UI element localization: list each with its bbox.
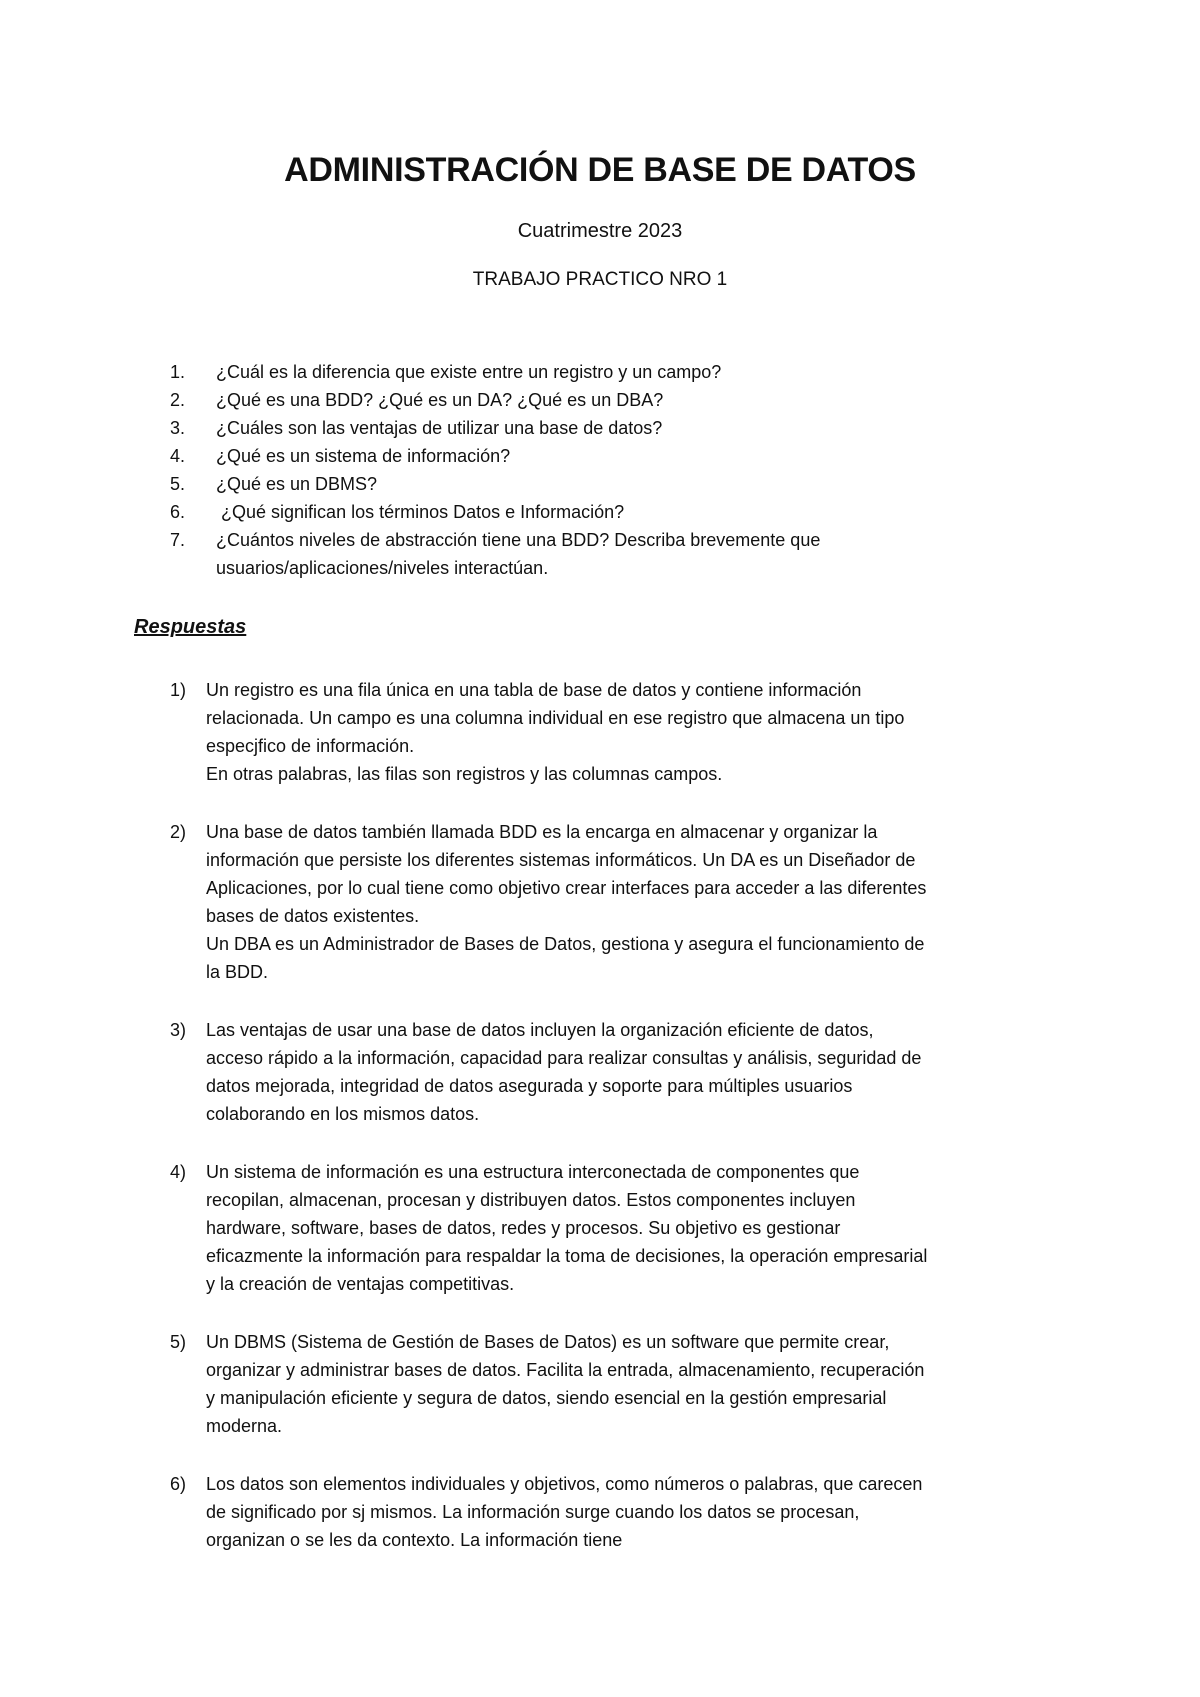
answer-item [170,1328,930,1440]
answer-number: 1) [170,680,187,700]
question-item [170,442,930,470]
question-number: 7. [170,530,186,550]
question-item [170,386,930,414]
answer-paragraph: Los datos son elementos individuales y objetivos, como números o palabras, que carecen de significado por sj mismos. La información surge cuando los datos se procesan, organizan o se les da contexto. La información tiene [206,1474,923,1550]
question-number: 6. [170,502,186,522]
question-item [170,470,930,498]
question-item [170,526,930,582]
question-item [170,414,930,442]
answer-paragraph: Un sistema de información es una estructura interconectada de componentes que recopilan, almacenan, procesan y distribuyen datos. Estos componentes incluyen hardware, software, bases de datos, redes y procesos. Su objetivo es gestionar eficazmente la información para respaldar la toma de decisiones, la operación empresarial y la creación de ventajas competitivas. [206,1162,928,1294]
question-text: ¿Qué significan los términos Datos e Información? [216,502,625,522]
question-number: 2. [170,390,186,410]
assignment-label: TRABAJO PRACTICO NRO 1 [472,269,728,290]
question-number: 4. [170,446,186,466]
answers-heading: Respuestas [134,616,247,638]
question-number: 3. [170,418,186,438]
answer-paragraph: Un DBA es un Administrador de Bases de Datos, gestiona y asegura el funcionamiento de la BDD. [206,934,925,982]
answer-number: 6) [170,1474,187,1494]
document-title: ADMINISTRACIÓN DE BASE DE DATOS [284,151,916,189]
question-number: 5. [170,474,186,494]
question-text: ¿Qué es una BDD? ¿Qué es un DA? ¿Qué es un DBA? [216,390,664,410]
answer-item [170,1470,930,1554]
question-number: 1. [170,362,186,382]
answer-item [170,818,930,986]
answer-item [170,1158,930,1298]
question-text: ¿Qué es un sistema de información? [216,446,511,466]
question-text: ¿Cuáles son las ventajas de utilizar una base de datos? [216,418,663,438]
answers-list [170,676,930,1584]
answer-paragraph: En otras palabras, las filas son registros y las columnas campos. [206,764,723,784]
question-text: ¿Cuál es la diferencia que existe entre un registro y un campo? [216,362,722,382]
question-item [170,498,930,526]
answer-number: 4) [170,1162,187,1182]
answer-number: 3) [170,1020,187,1040]
answer-number: 5) [170,1332,187,1352]
answer-paragraph: Un DBMS (Sistema de Gestión de Bases de Datos) es un software que permite crear, organizar y administrar bases de datos. Facilita la entrada, almacenamiento, recuperación y manipulación eficiente y segura de datos, siendo esencial en la gestión empresarial moderna. [206,1332,925,1436]
question-text: ¿Cuántos niveles de abstracción tiene una BDD? Describa brevemente que usuarios/aplicaciones/niveles interactúan. [216,530,821,578]
answer-number: 2) [170,822,187,842]
answer-paragraph: Las ventajas de usar una base de datos incluyen la organización eficiente de datos, acceso rápido a la información, capacidad para realizar consultas y análisis, seguridad de datos mejorada, integridad de datos asegurada y soporte para múltiples usuarios colaborando en los mismos datos. [206,1020,922,1124]
questions-list [170,358,930,582]
document-subtitle: Cuatrimestre 2023 [517,220,683,242]
question-item [170,358,930,386]
answer-paragraph: Una base de datos también llamada BDD es la encarga en almacenar y organizar la información que persiste los diferentes sistemas informáticos. Un DA es un Diseñador de Aplicaciones, por lo cual tiene como objetivo crear interfaces para acceder a las diferentes bases de datos existentes. [206,822,927,926]
question-text: ¿Qué es un DBMS? [216,474,378,494]
answer-item [170,676,930,788]
answer-paragraph: Un registro es una fila única en una tabla de base de datos y contiene información relacionada. Un campo es una columna individual en ese registro que almacena un tipo especjfico de información. [206,680,905,756]
answer-item [170,1016,930,1128]
